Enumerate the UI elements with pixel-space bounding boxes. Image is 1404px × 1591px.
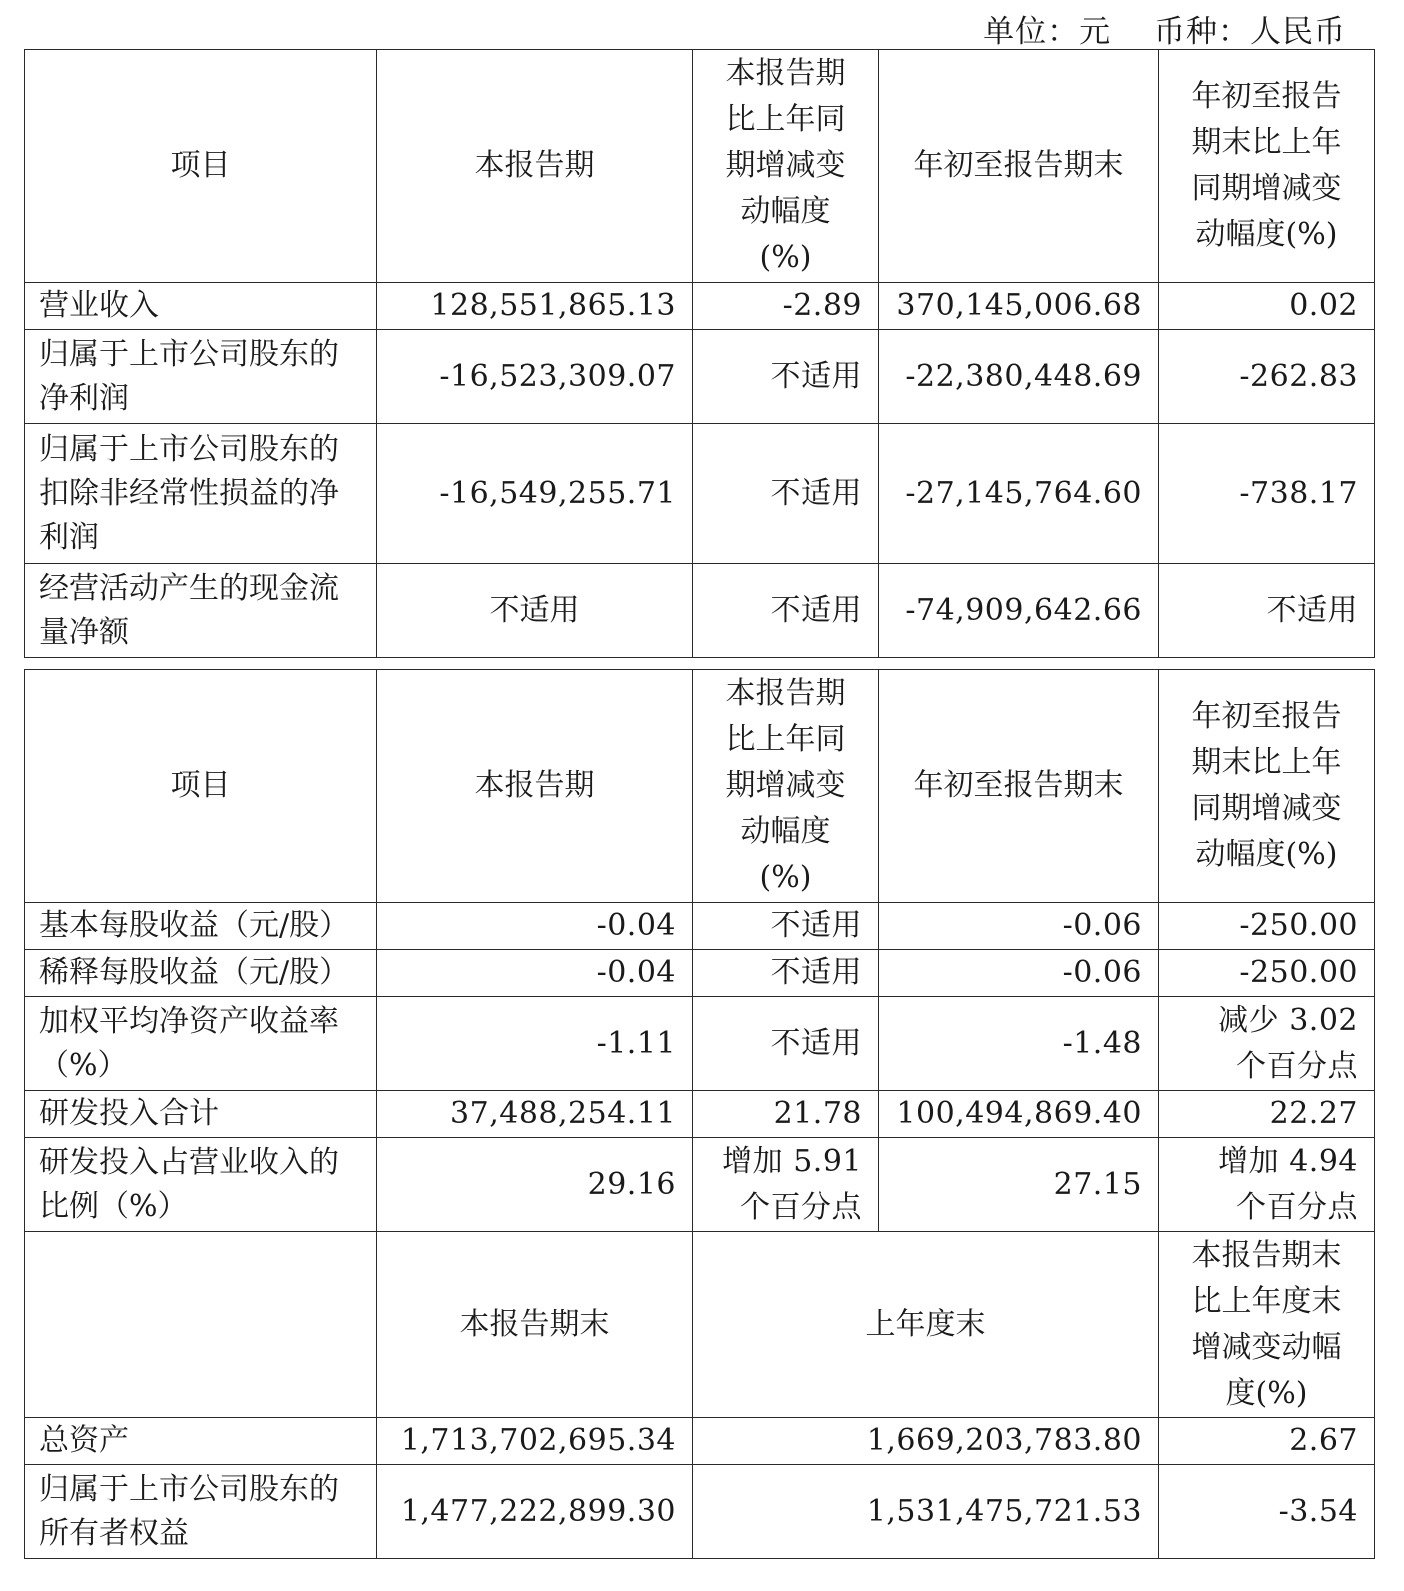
row-label: 研发投入占营业收入的 比例（%）	[25, 1138, 377, 1232]
row-label: 经营活动产生的现金流 量净额	[25, 564, 377, 658]
header-line: 同期增减变	[1191, 171, 1342, 206]
header-line: 期末比上年	[1191, 125, 1342, 160]
header-line: 期末比上年	[1191, 745, 1342, 780]
table-row	[25, 950, 1375, 997]
table-row	[25, 424, 1375, 564]
header-line: 比上年同	[725, 722, 846, 757]
cell-ytd: -0.06	[879, 903, 1159, 950]
cell-period-end: 1,477,222,899.30	[377, 1465, 693, 1559]
table-row	[25, 997, 1375, 1091]
cell-current-change: 不适用	[693, 903, 879, 950]
header-line: 动幅度(%)	[1195, 217, 1338, 252]
cell-ytd-change: -738.17	[1159, 424, 1375, 564]
cell-current: -1.11	[377, 997, 693, 1091]
row-label: 基本每股收益（元/股）	[25, 903, 377, 950]
cell-ytd: -27,145,764.60	[879, 424, 1159, 564]
cell-ytd-change: -250.00	[1159, 950, 1375, 997]
table-row	[25, 903, 1375, 950]
row-label: 加权平均净资产收益率 （%）	[25, 997, 377, 1091]
header-ytd-change	[1159, 50, 1375, 283]
cell-current: 37,488,254.11	[377, 1091, 693, 1138]
cell-ytd: 100,494,869.40	[879, 1091, 1159, 1138]
cell-current: -16,549,255.71	[377, 424, 693, 564]
cell-ytd: -74,909,642.66	[879, 564, 1159, 658]
header-current-period: 本报告期	[377, 50, 693, 283]
row-label: 归属于上市公司股东的 净利润	[25, 330, 377, 424]
cell-current-change: 不适用	[693, 950, 879, 997]
cell-prior-year-end: 1,531,475,721.53	[693, 1465, 1159, 1559]
header-line: 动幅度(%)	[1195, 837, 1338, 872]
table2-header-row	[25, 670, 1375, 903]
header-line: 本报告期	[725, 56, 846, 91]
cell-ytd: 27.15	[879, 1138, 1159, 1232]
header-prior-year-end: 上年度末	[693, 1232, 1159, 1418]
header-ytd: 年初至报告期末	[879, 50, 1159, 283]
header-item-empty	[25, 1232, 377, 1418]
cell-ytd-change: 22.27	[1159, 1091, 1375, 1138]
cell-current-change: -2.89	[693, 283, 879, 330]
cell-ytd-change: -262.83	[1159, 330, 1375, 424]
header-balance-change	[1159, 1232, 1375, 1418]
header-period-end: 本报告期末	[377, 1232, 693, 1418]
cell-period-end: 1,713,702,695.34	[377, 1418, 693, 1465]
header-line: 动幅度	[740, 814, 831, 849]
cell-current-change: 不适用	[693, 330, 879, 424]
balance-header-row	[25, 1232, 1375, 1418]
table1-header-row	[25, 50, 1375, 283]
cell-current-change: 不适用	[693, 424, 879, 564]
header-line: (%)	[759, 860, 812, 895]
cell-current-change: 不适用	[693, 564, 879, 658]
table-row	[25, 564, 1375, 658]
table-row	[25, 1138, 1375, 1232]
header-line: 本报告期末	[1191, 1237, 1342, 1273]
table-row	[25, 1091, 1375, 1138]
row-label: 营业收入	[25, 283, 377, 330]
header-item: 项目	[25, 670, 377, 903]
cell-ytd: -0.06	[879, 950, 1159, 997]
cell-ytd-change: 减少 3.02 个百分点	[1159, 997, 1375, 1091]
header-ytd: 年初至报告期末	[879, 670, 1159, 903]
header-line: 期增减变	[725, 768, 846, 803]
header-line: 度(%)	[1225, 1375, 1308, 1411]
header-line: 本报告期	[725, 676, 846, 711]
cell-current: 不适用	[377, 564, 693, 658]
unit-currency-note: 单位：元 币种：人民币	[983, 14, 1346, 50]
cell-balance-change: 2.67	[1159, 1418, 1375, 1465]
header-item: 项目	[25, 50, 377, 283]
cell-current-change: 21.78	[693, 1091, 879, 1138]
cell-ytd: -1.48	[879, 997, 1159, 1091]
cell-ytd: 370,145,006.68	[879, 283, 1159, 330]
row-label: 归属于上市公司股东的 所有者权益	[25, 1465, 377, 1559]
header-line: (%)	[759, 240, 812, 275]
financial-table-1	[24, 49, 1375, 658]
header-line: 期增减变	[725, 148, 846, 183]
row-label: 研发投入合计	[25, 1091, 377, 1138]
header-ytd-change	[1159, 670, 1375, 903]
cell-ytd-change: 不适用	[1159, 564, 1375, 658]
header-current-change	[693, 50, 879, 283]
financial-table-2	[24, 669, 1375, 1559]
row-label: 稀释每股收益（元/股）	[25, 950, 377, 997]
cell-ytd-change: 0.02	[1159, 283, 1375, 330]
cell-current: -0.04	[377, 903, 693, 950]
row-label: 总资产	[25, 1418, 377, 1465]
row-label: 归属于上市公司股东的 扣除非经常性损益的净 利润	[25, 424, 377, 564]
cell-current: 29.16	[377, 1138, 693, 1232]
table-row	[25, 1465, 1375, 1559]
header-line: 同期增减变	[1191, 791, 1342, 826]
cell-current-change: 增加 5.91 个百分点	[693, 1138, 879, 1232]
cell-ytd-change: 增加 4.94 个百分点	[1159, 1138, 1375, 1232]
cell-ytd-change: -250.00	[1159, 903, 1375, 950]
table-row	[25, 1418, 1375, 1465]
cell-ytd: -22,380,448.69	[879, 330, 1159, 424]
header-line: 年初至报告	[1191, 699, 1342, 734]
cell-current: 128,551,865.13	[377, 283, 693, 330]
cell-prior-year-end: 1,669,203,783.80	[693, 1418, 1159, 1465]
table-row	[25, 330, 1375, 424]
header-current-change	[693, 670, 879, 903]
header-current-period: 本报告期	[377, 670, 693, 903]
cell-current: -0.04	[377, 950, 693, 997]
header-line: 比上年度末	[1191, 1283, 1342, 1319]
cell-current-change: 不适用	[693, 997, 879, 1091]
header-line: 比上年同	[725, 102, 846, 137]
header-line: 增减变动幅	[1191, 1329, 1342, 1365]
header-line: 动幅度	[740, 194, 831, 229]
header-line: 年初至报告	[1191, 79, 1342, 114]
table-row	[25, 283, 1375, 330]
cell-current: -16,523,309.07	[377, 330, 693, 424]
cell-balance-change: -3.54	[1159, 1465, 1375, 1559]
